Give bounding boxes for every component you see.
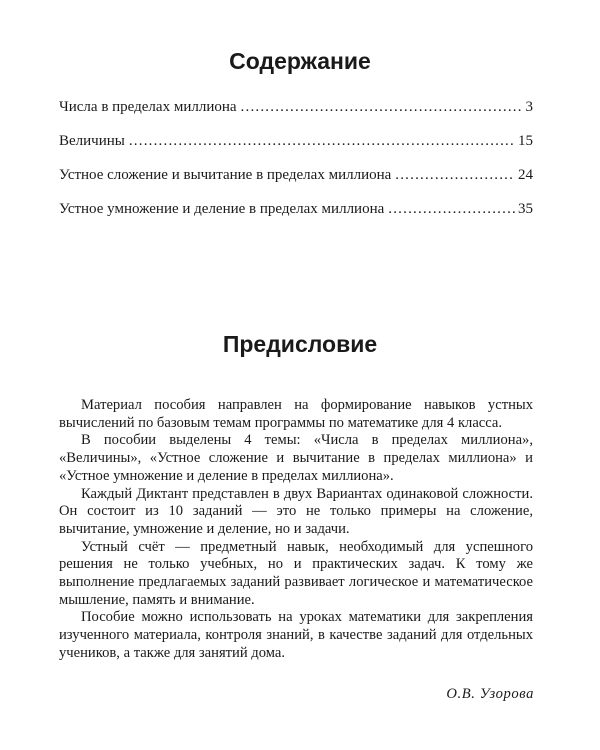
preface-paragraph: Каждый Диктант представлен в двух Вариантах одинаковой сложности. Он состоит из 10 заданий — это не только примеры на сложение, вычитание, умножение и деление, но и задачи. [59, 485, 533, 537]
toc-leader-dots [395, 166, 515, 184]
contents-title: Содержание [229, 48, 371, 74]
toc-entry-page: 24 [518, 167, 533, 183]
toc-leader-dots [241, 98, 523, 116]
toc-entry-title: Величины [59, 133, 125, 149]
toc-entry-title: Числа в пределах миллиона [59, 99, 237, 115]
toc-entry-page: 35 [518, 201, 533, 217]
table-of-contents [59, 98, 533, 234]
preface-paragraph: Материал пособия направлен на формирование навыков устных вычислений по базовым темам программы по математике для 4 класса. [59, 397, 533, 431]
preface-paragraph: Устный счёт — предметный навык, необходимый для успешного решения не только учебных, но и практических задач. К тому же выполнение предлагаемых заданий развивает логическое и математическое мышление, память и внимание. [59, 538, 533, 608]
toc-leader-dots [129, 132, 515, 150]
author-signature: О.В. Узорова [446, 686, 534, 702]
toc-entry-page: 3 [525, 99, 533, 115]
toc-leader-dots [388, 200, 515, 218]
toc-entry [59, 132, 533, 150]
toc-entry-title: Устное сложение и вычитание в пределах миллиона [59, 167, 392, 183]
preface-title: Предисловие [222, 331, 378, 357]
toc-entry [59, 166, 533, 184]
toc-entry [59, 98, 533, 116]
preface-paragraph: В пособии выделены 4 темы: «Числа в пределах миллиона», «Величины», «Устное сложение и вычитание в пределах миллиона» и «Устное умножение и деление в пределах миллиона». [59, 432, 533, 484]
preface-body [59, 397, 533, 663]
toc-entry-page: 15 [518, 133, 533, 149]
preface-paragraph: Пособие можно использовать на уроках математики для закрепления изученного материала, контроля знаний, в качестве заданий для отдельных учеников, а также для занятий дома. [59, 609, 533, 661]
toc-entry-title: Устное умножение и деление в пределах миллиона [59, 201, 385, 217]
toc-entry [59, 200, 533, 218]
